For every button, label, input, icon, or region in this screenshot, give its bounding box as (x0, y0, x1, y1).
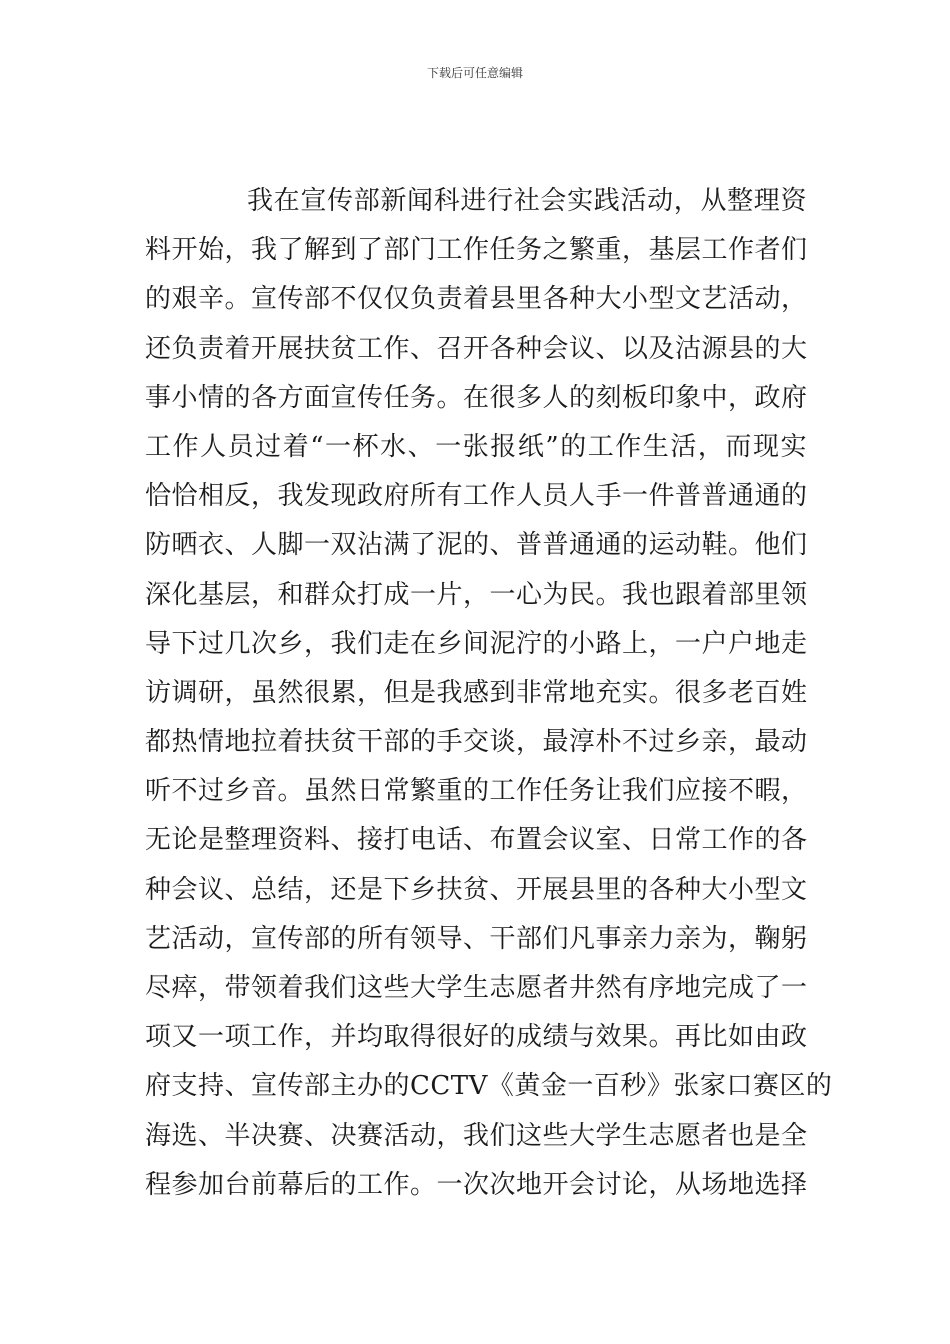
body-paragraph (145, 177, 833, 1210)
text-line: 无论是整理资料、接打电话、布置会议室、日常工作的各 (145, 825, 808, 856)
text-line: 防晒衣、人脚一双沾满了泥的、普普通通的运动鞋。他们 (145, 530, 808, 561)
text-line: 料开始，我了解到了部门工作任务之繁重，基层工作者们 (145, 235, 808, 266)
text-line: 事小情的各方面宣传任务。在很多人的刻板印象中，政府 (145, 382, 808, 413)
text-line: 听不过乡音。虽然日常繁重的工作任务让我们应接不暇， (145, 776, 808, 807)
header-note: 下载后可任意编辑 (426, 66, 523, 80)
text-line: 工作人员过着“一杯水、一张报纸”的工作生活，而现实 (145, 431, 807, 462)
text-line: 导下过几次乡，我们走在乡间泥泞的小路上，一户户地走 (145, 628, 808, 659)
text-line: 程参加台前幕后的工作。一次次地开会讨论，从场地选择 (145, 1169, 808, 1200)
text-line: 访调研，虽然很累，但是我感到非常地充实。很多老百姓 (145, 677, 808, 708)
text-line: 我在宣传部新闻科进行社会实践活动，从整理资 (247, 186, 807, 216)
text-line: 的艰辛。宣传部不仅仅负责着县里各种大小型文艺活动， (145, 284, 808, 315)
text-line: 尽瘁，带领着我们这些大学生志愿者井然有序地完成了一 (145, 973, 808, 1003)
text-line: 海选、半决赛、决赛活动，我们这些大学生志愿者也是全 (145, 1120, 808, 1151)
text-line: 艺活动，宣传部的所有领导、干部们凡事亲力亲为，鞠躬 (145, 923, 808, 954)
text-line: 项又一项工作，并均取得很好的成绩与效果。再比如由政 (145, 1022, 808, 1053)
text-line: 深化基层，和群众打成一片，一心为民。我也跟着部里领 (145, 579, 808, 610)
text-line: 府支持、宣传部主办的CCTV《黄金一百秒》张家口赛区的 (145, 1071, 833, 1102)
text-line: 都热情地拉着扶贫干部的手交谈，最淳朴不过乡亲，最动 (145, 727, 808, 758)
text-line: 种会议、总结，还是下乡扶贫、开展县里的各种大小型文 (145, 874, 808, 905)
text-line: 还负责着开展扶贫工作、召开各种会议、以及沽源县的大 (145, 333, 808, 364)
text-line: 恰恰相反，我发现政府所有工作人员人手一件普普通通的 (145, 481, 808, 512)
